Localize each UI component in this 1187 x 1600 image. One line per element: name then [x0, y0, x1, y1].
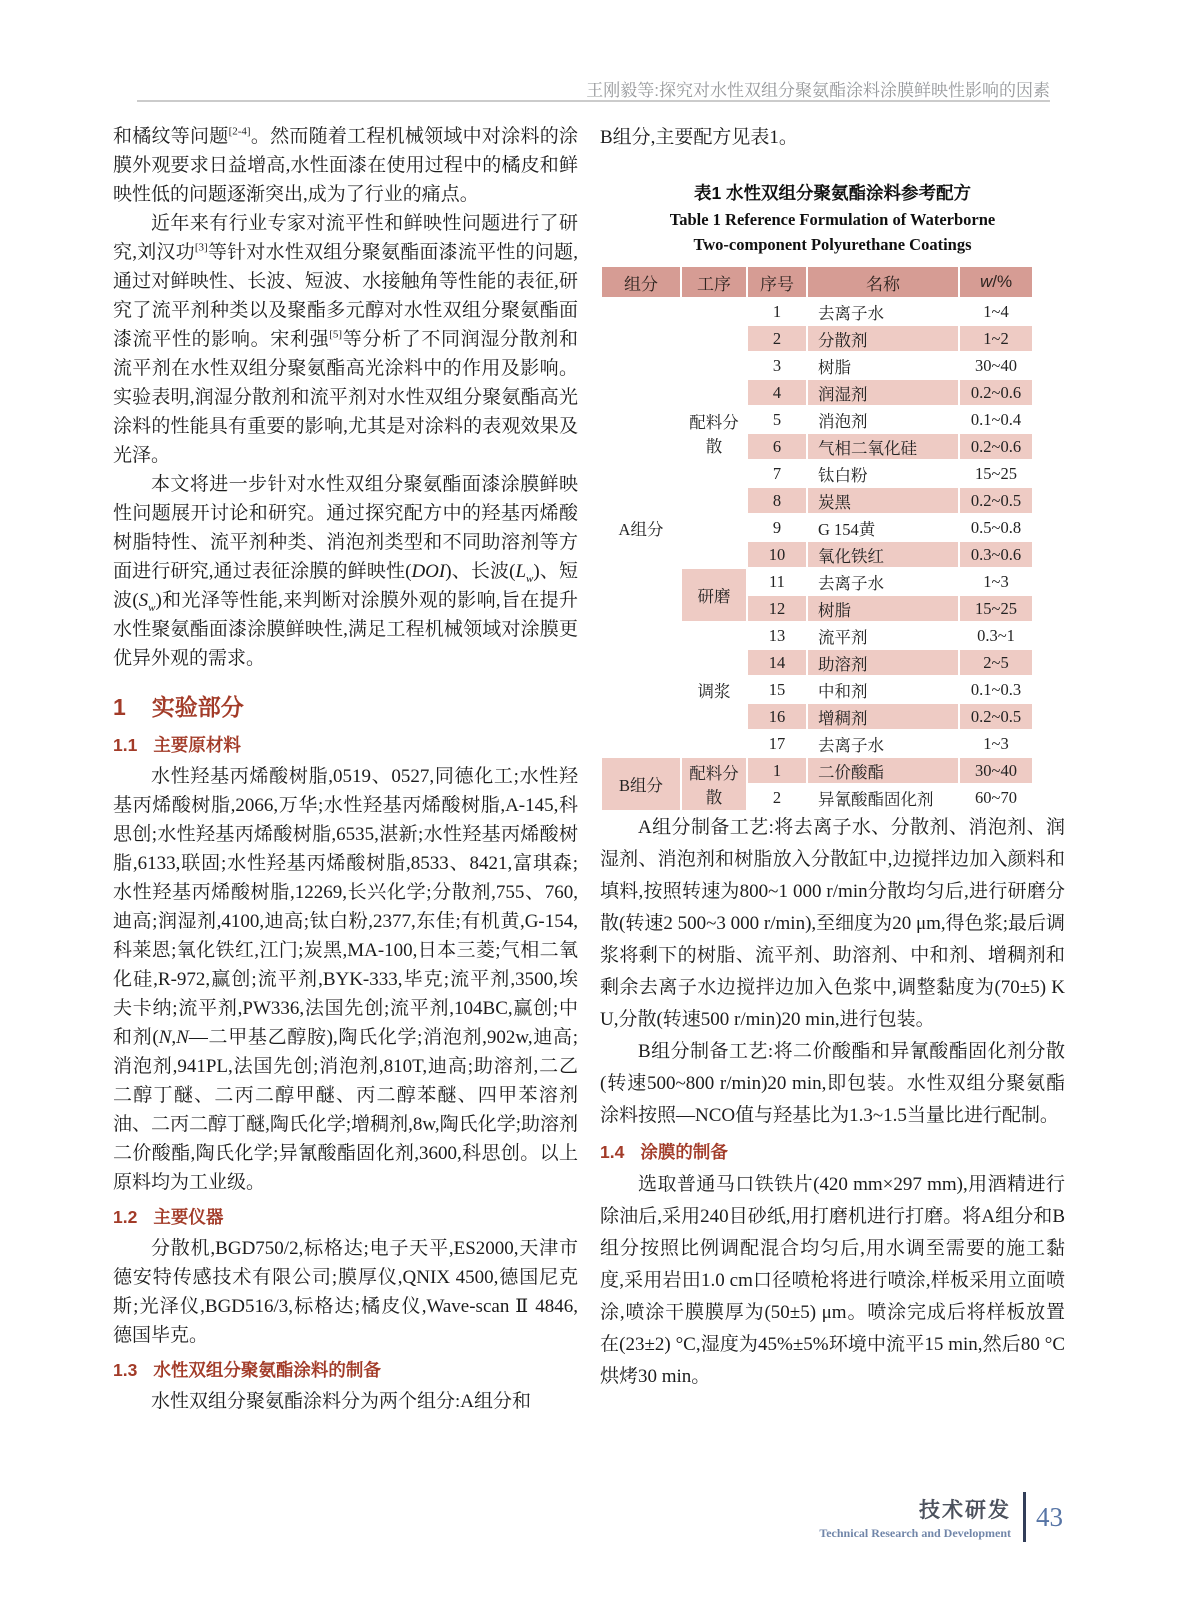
- cell-w: 0.2~0.5: [959, 703, 1033, 730]
- column-header-stage: 工序: [681, 266, 747, 298]
- formulation-table: [600, 265, 1034, 812]
- table-caption-en-line2: Two-component Polyurethane Coatings: [693, 235, 972, 254]
- cell-name: 去离子水: [807, 298, 959, 325]
- footer-section-block: [819, 1494, 1011, 1541]
- cell-name: 分散剂: [807, 325, 959, 352]
- cell-no: 1: [747, 298, 807, 325]
- cell-name: 钛白粉: [807, 460, 959, 487]
- table-caption-zh: 表1 水性双组分聚氨酯涂料参考配方: [693, 183, 972, 203]
- page-number: 43: [1036, 1501, 1063, 1532]
- subsection-heading-film-prep: [600, 1139, 1065, 1164]
- table-row: [601, 298, 1033, 325]
- cell-no: 1: [747, 757, 807, 784]
- subsection-heading-materials: [113, 732, 578, 757]
- cell-w: 30~40: [959, 352, 1033, 379]
- running-head: 王刚毅等:探究对水性双组分聚氨酯涂料涂膜鲜映性影响的因素: [586, 81, 1050, 100]
- cell-w: 2~5: [959, 649, 1033, 676]
- cell-name: 润湿剂: [807, 379, 959, 406]
- page-body: [113, 122, 1065, 1416]
- cell-no: 8: [747, 487, 807, 514]
- formulation-table-header: [601, 266, 1033, 298]
- cell-no: 13: [747, 622, 807, 649]
- cell-w: 15~25: [959, 460, 1033, 487]
- paragraph-continue: B组分,主要配方见表1。: [600, 127, 798, 148]
- section-number: 1: [113, 694, 126, 720]
- cell-no: 17: [747, 730, 807, 757]
- paragraph-intro: 和橘纹等问题[2-4]。然而随着工程机械领域中对涂料的涂膜外观要求日益增高,水性面漆在使用过程中的橘皮和鲜映性低的问题逐渐突出,成为了行业的痛点。: [113, 125, 578, 205]
- cell-no: 12: [747, 595, 807, 622]
- formulation-table-body: [601, 298, 1033, 811]
- column-header-component: 组分: [601, 266, 681, 298]
- cell-no: 6: [747, 433, 807, 460]
- cell-w: 0.3~1: [959, 622, 1033, 649]
- cell-w: 0.5~0.8: [959, 514, 1033, 541]
- subsection-number: 1.4: [600, 1142, 625, 1162]
- cell-component: A组分: [601, 298, 681, 757]
- cell-no: 2: [747, 325, 807, 352]
- cell-name: 炭黑: [807, 487, 959, 514]
- cell-stage: 调浆: [681, 622, 747, 757]
- cell-name: 增稠剂: [807, 703, 959, 730]
- cell-stage: 配料分散: [681, 757, 747, 811]
- cell-w: 1~3: [959, 568, 1033, 595]
- cell-no: 7: [747, 460, 807, 487]
- cell-w: 0.3~0.6: [959, 541, 1033, 568]
- section-heading-experiment: [113, 689, 578, 722]
- cell-name: 流平剂: [807, 622, 959, 649]
- cell-no: 5: [747, 406, 807, 433]
- subsection-number: 1.2: [113, 1207, 138, 1227]
- footer-divider-bar: [1023, 1492, 1026, 1542]
- cell-no: 16: [747, 703, 807, 730]
- paragraph-process-a: A组分制备工艺:将去离子水、分散剂、消泡剂、润湿剂、消泡剂和树脂放入分散缸中,边搅拌边加入颜料和填料,按照转速为800~1 000 r/min分散均匀后,进行研磨分散(转速2 500~3 000 r/min),至细度为20 μm,得色浆;最后调浆将剩下的树脂、流平剂、助溶剂、中和剂、增稠剂和剩余去离子水边搅拌边加入色浆中,调整黏度为(70±5) KU,分散(转速500 r/min)20 min,进行包装。: [600, 817, 1065, 1030]
- cell-name: 异氰酸酯固化剂: [807, 784, 959, 811]
- column-header-name: 名称: [807, 266, 959, 298]
- footer-section-en: Technical Research and Development: [819, 1525, 1011, 1540]
- cell-w: 0.1~0.3: [959, 676, 1033, 703]
- table-caption-en-line1: Table 1 Reference Formulation of Waterborne: [669, 210, 996, 229]
- column-header-no: 序号: [747, 266, 807, 298]
- cell-name: 去离子水: [807, 568, 959, 595]
- table-row: [601, 757, 1033, 784]
- cell-no: 9: [747, 514, 807, 541]
- page-footer: [819, 1492, 1063, 1542]
- cell-name: 树脂: [807, 352, 959, 379]
- cell-name: 气相二氧化硅: [807, 433, 959, 460]
- cell-name: 二价酸酯: [807, 757, 959, 784]
- cell-name: 中和剂: [807, 676, 959, 703]
- cell-name: 助溶剂: [807, 649, 959, 676]
- paragraph-materials: 水性羟基丙烯酸树脂,0519、0527,同德化工;水性羟基丙烯酸树脂,2066,万华;水性羟基丙烯酸树脂,A-145,科思创;水性羟基丙烯酸树脂,6535,湛新;水性羟基丙烯酸树脂,6133,联固;水性羟基丙烯酸树脂,8533、8421,富琪森;水性羟基丙烯酸树脂,12269,长兴化学;分散剂,755、760,迪高;润湿剂,4100,迪高;钛白粉,2377,东佳;有机黄,G-154,科莱恩;氧化铁红,江门;炭黑,MA-100,日本三菱;气相二氧化硅,R-972,赢创;流平剂,BYK-333,毕克;流平剂,3500,埃夫卡纳;流平剂,PW336,法国先创;流平剂,104BC,赢创;中和剂(N,N—二甲基乙醇胺),陶氏化学;消泡剂,902w,迪高;消泡剂,941PL,法国先创;消泡剂,810T,迪高;助溶剂,二乙二醇丁醚、二丙二醇甲醚、丙二醇苯醚、四甲苯溶剂油、二丙二醇丁醚,陶氏化学;增稠剂,8w,陶氏化学;助溶剂二价酸酯,陶氏化学;异氰酸酯固化剂,3600,科思创。以上原料均为工业级。: [113, 766, 578, 1193]
- cell-w: 1~3: [959, 730, 1033, 757]
- cell-no: 3: [747, 352, 807, 379]
- cell-w: 0.2~0.6: [959, 433, 1033, 460]
- subsection-number: 1.1: [113, 735, 138, 755]
- column-header-wpct: w/%: [959, 266, 1033, 298]
- cell-w: 15~25: [959, 595, 1033, 622]
- header-rule: [137, 100, 1050, 102]
- paragraph-instruments: 分散机,BGD750/2,标格达;电子天平,ES2000,天津市德安特传感技术有限公司;膜厚仪,QNIX 4500,德国尼克斯;光泽仪,BGD516/3,标格达;橘皮仪,Wave-scan Ⅱ 4846,德国毕克。: [113, 1238, 578, 1346]
- cell-no: 4: [747, 379, 807, 406]
- paragraph-process-b: B组分制备工艺:将二价酸酯和异氰酸酯固化剂分散(转速500~800 r/min)20 min,即包装。水性双组分聚氨酯涂料按照—NCO值与羟基比为1.3~1.5当量比进行配制。: [600, 1041, 1065, 1126]
- cell-stage: 配料分散: [681, 298, 747, 568]
- cell-name: G 154黄: [807, 514, 959, 541]
- table-header-row: [601, 266, 1033, 298]
- paragraph-prep-intro: 水性双组分聚氨酯涂料分为两个组分:A组分和: [151, 1391, 532, 1412]
- right-column: [600, 122, 1065, 1416]
- cell-name: 消泡剂: [807, 406, 959, 433]
- cell-name: 去离子水: [807, 730, 959, 757]
- cell-w: 0.2~0.6: [959, 379, 1033, 406]
- paragraph-purpose: 本文将进一步针对水性双组分聚氨酯面漆涂膜鲜映性问题展开讨论和研究。通过探究配方中的羟基丙烯酸树脂特性、流平剂种类、消泡剂类型和不同助溶剂等方面进行研究,通过表征涂膜的鲜映性(DOI)、长波$(L_w)$、短波$(S_w)$和光泽等性能,来判断对涂膜外观的影响,旨在提升水性聚氨酯面漆涂膜鲜映性,满足工程机械领域对涂膜更优异外观的需求。: [113, 474, 579, 669]
- paragraph-review: 近年来有行业专家对流平性和鲜映性问题进行了研究,刘汉功[3]等针对水性双组分聚氨酯面漆流平性的问题,通过对鲜映性、长波、短波、水接触角等性能的表征,研究了流平剂种类以及聚酯多元醇对水性双组分聚氨酯面漆流平性的影响。宋利强[5]等分析了不同润湿分散剂和流平剂在水性双组分聚氨酯高光涂料中的作用及影响。实验表明,润湿分散剂和流平剂对水性双组分聚氨酯高光涂料的性能具有重要的影响,尤其是对涂料的表观效果及光泽。: [113, 213, 578, 466]
- subsection-number: 1.3: [113, 1360, 138, 1380]
- cell-w: 30~40: [959, 757, 1033, 784]
- cell-w: 0.1~0.4: [959, 406, 1033, 433]
- cell-stage: 研磨: [681, 568, 747, 622]
- left-column: [113, 122, 578, 1416]
- subsection-title: 水性双组分聚氨酯涂料的制备: [153, 1360, 381, 1380]
- cell-no: 14: [747, 649, 807, 676]
- cell-name: 氧化铁红: [807, 541, 959, 568]
- subsection-heading-instruments: [113, 1204, 578, 1229]
- subsection-title: 涂膜的制备: [640, 1142, 728, 1162]
- cell-w: 60~70: [959, 784, 1033, 811]
- footer-section-zh: 技术研发: [919, 1498, 1011, 1522]
- subsection-title: 主要原材料: [153, 735, 241, 755]
- subsection-title: 主要仪器: [153, 1207, 224, 1227]
- cell-w: 0.2~0.5: [959, 487, 1033, 514]
- cell-no: 10: [747, 541, 807, 568]
- cell-no: 15: [747, 676, 807, 703]
- cell-component: B组分: [601, 757, 681, 811]
- cell-name: 树脂: [807, 595, 959, 622]
- cell-no: 2: [747, 784, 807, 811]
- paragraph-film: 选取普通马口铁铁片(420 mm×297 mm),用酒精进行除油后,采用240目砂纸,用打磨机进行打磨。将A组分和B组分按照比例调配混合均匀后,用水调至需要的施工黏度,采用岩田1.0 cm口径喷枪将进行喷涂,样板采用立面喷涂,喷涂干膜膜厚为(50±5) μm。喷涂完成后将样板放置在(23±2) °C,湿度为45%±5%环境中流平15 min,然后80 °C烘烤30 min。: [600, 1174, 1065, 1387]
- cell-w: 1~4: [959, 298, 1033, 325]
- subsection-heading-coating-prep: [113, 1357, 578, 1382]
- cell-no: 11: [747, 568, 807, 595]
- cell-w: 1~2: [959, 325, 1033, 352]
- section-title: 实验部分: [151, 694, 244, 720]
